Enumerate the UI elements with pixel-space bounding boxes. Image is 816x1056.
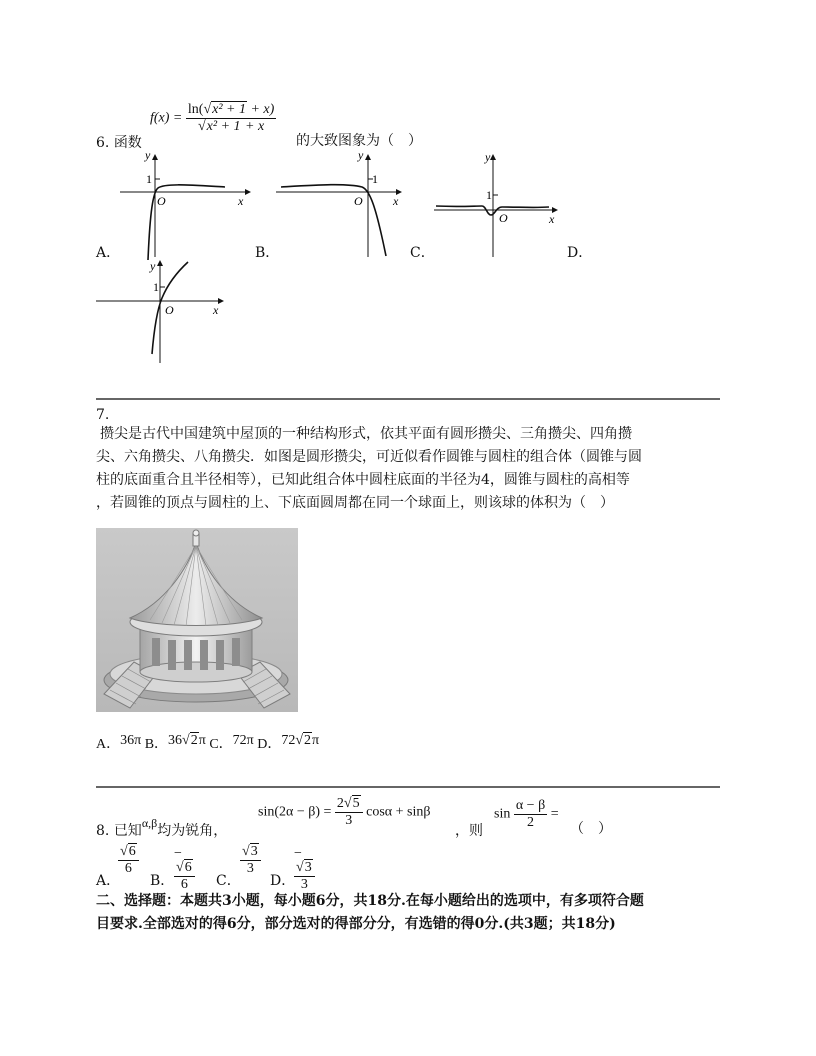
q6-graph-c [434,152,564,262]
q7-option-d[interactable]: D．72√2π [257,733,320,752]
section2-line-1: 二、选择题：本题共3小题，每小题6分，共18分.在每小题给出的选项中，有多项符合题 [96,893,644,909]
q8-stem [96,816,228,840]
q8-option-d[interactable]: − $\frac{√3}{3}$ [294,844,315,893]
svg-text:y: y [145,152,151,162]
svg-text:1: 1 [486,188,492,202]
svg-text:1: 1 [146,172,152,186]
q7-line-2: 尖、六角攒尖、八角攒尖．如图是圆形攒尖，可近似看作圆锥与圆柱的组合体（圆锥与圆 [96,449,642,465]
q7-option-c[interactable]: C．72π [209,733,254,752]
q6-graph-d [96,258,236,368]
divider-2 [96,786,720,788]
q6-prefix: 函数 [113,135,142,151]
svg-text:O: O [354,194,363,208]
q6-suffix: 的大致图象为（ ） [296,133,422,149]
q8-number: 8. [96,823,110,839]
svg-text:O: O [499,211,508,225]
svg-text:x: x [238,194,244,208]
q6-graph-b [276,152,416,262]
divider-1 [96,398,720,400]
q8-option-b-label[interactable]: B． [150,873,175,889]
q6-graph-a [120,152,260,262]
q8-paren: （ ） [570,821,612,837]
q8-then: ，则 [455,823,483,839]
section2-line-2: 目要求.全部选对的得6分，部分选对的得部分分，有选错的得0分.(共3题；共18分) [96,916,616,932]
q7-line-3: 柱的底面重合且半径相等），已知此组合体中圆柱底面的半径为4，圆锥与圆柱的高相等 [96,472,630,488]
svg-text:O: O [165,303,174,317]
q6-number: 6. [96,135,110,151]
q7-pavilion-image [96,528,298,712]
q8-option-b[interactable]: − $\frac{√6}{6}$ [174,844,195,893]
svg-text:x: x [393,194,399,208]
q7-option-a[interactable]: A．36π [96,733,142,752]
q8-option-d-label[interactable]: D． [270,873,296,889]
q6-option-d[interactable]: D． [567,245,593,261]
svg-text:1: 1 [153,280,159,294]
svg-text:x: x [213,303,219,317]
func-fraction: $\frac{\text{ln(√x² + 1 + x)}}{\text{√x² + 1 + x}}$ [187,102,275,134]
q8-given: 已知 [113,823,142,839]
svg-text:x: x [549,212,555,226]
q7-option-b[interactable]: B．36√2π [144,733,206,752]
q8-ask: sin $\frac{\alpha - \beta}{2}$ = [494,798,559,830]
svg-text:O: O [157,194,166,208]
q8-vars: α,β [141,816,158,830]
q8-option-a[interactable]: $\frac{√6}{6}$ [118,844,139,877]
q7-options [96,733,320,754]
q8-cond: 均为锐角， [157,823,228,839]
q6-option-b[interactable]: B． [255,245,280,261]
svg-text:y: y [485,152,491,164]
q7-line-1: 攒尖是古代中国建筑中屋顶的一种结构形式，依其平面有圆形攒尖、三角攒尖、四角攒 [100,426,632,442]
q7-line-4: ，若圆锥的顶点与圆柱的上、下底面圆周都在同一个球面上，则该球的体积为（ ） [96,495,614,511]
svg-text:1: 1 [372,172,378,186]
q8-option-c-label[interactable]: C． [216,873,241,889]
svg-text:y: y [358,152,364,162]
svg-text:y: y [150,259,156,273]
q8-option-a-label[interactable]: A． [96,873,121,889]
q7-body [96,423,720,515]
q6-stem [96,134,142,152]
q7-number: 7. [96,407,110,423]
q6-option-c[interactable]: C． [410,245,435,261]
q6-option-a[interactable]: A． [96,245,121,261]
func-lhs: f(x) = [150,110,183,126]
q8-equation: sin(2α − β) = $\frac{2√5}{3}$ cosα + sinβ [258,796,431,828]
q8-option-c[interactable]: $\frac{√3}{3}$ [240,844,261,877]
q6-function-formula [150,102,276,135]
